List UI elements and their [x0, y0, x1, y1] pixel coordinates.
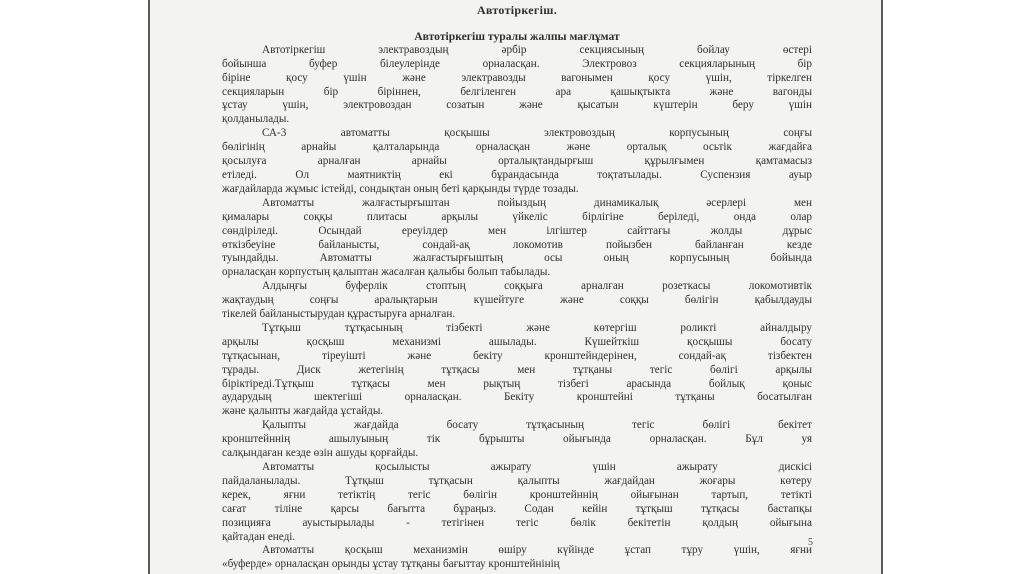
text-line: сөндіріледі. Осындай ереуілдер мен ілгіштер сайттағы жолды дұрыс — [222, 224, 812, 237]
text-line: өткізбеуіне байланысты, сондай-ақ локомотив пойызбен байланған кезде — [222, 238, 812, 251]
text-line: Автотіркегіш электравоздың әрбір секциясының бойлау өстері — [262, 43, 812, 56]
paragraph — [222, 44, 812, 127]
text-line: Тұтқыш тұтқасының тізбекті және көтергіш роликті айналдыру — [262, 321, 812, 334]
text-line: қолданылады. — [222, 113, 290, 126]
text-line: Автоматты қосқыш механизмін өшіру күйінде ұстап тұру үшін, яғни — [262, 544, 812, 557]
section-heading: Автотіркегіш туралы жалпы мағлұмат — [414, 29, 620, 43]
text-line: жақтаудың соңғы аралықтарын күшейтуге және соққы бөлігін қабылдауды — [222, 294, 812, 307]
paragraph — [222, 461, 812, 544]
page-number: 5 — [808, 537, 813, 548]
text-line: салқындаған кезде өзін ашуды қорғайды. — [222, 447, 419, 460]
text-line: тұрады. Диск жетегінің тұтқасы мен тұтқаны тегіс бөлігі арқылы — [222, 363, 812, 376]
document-body — [222, 4, 812, 572]
paragraph — [222, 544, 812, 572]
text-line: жағдайларда жұмыс істейді, сондықтан оның беті қарқынды түрде тозады. — [222, 182, 579, 195]
text-line: тікелей байланыстырудан құрастыруға арналған. — [222, 308, 456, 321]
text-line: СА-3 автоматты қосқышы электровоздың корпусының соңғы — [262, 127, 812, 140]
text-line: қайтадан енеді. — [222, 530, 296, 543]
text-line: пайдаланылады. Тұтқыш тұтқасын қалыпты жағдайдан жоғары көтеру — [222, 474, 812, 487]
paragraph — [222, 322, 812, 419]
text-line: «буферде» орналасқан орынды ұстау тұтқаны бағыттау кронштейнінің — [222, 558, 560, 571]
text-line: біріктіреді.Тұтқыш тұтқасы мен рықтың тізбегі арасында бойлық қоныс — [222, 377, 812, 390]
scanned-page — [148, 0, 883, 574]
text-line: және қалыпты жағдайда ұстайды. — [222, 405, 384, 418]
text-line: кронштейннің ашылуының тік бұрышты ойығында орналасқан. Бұл уя — [222, 433, 812, 446]
paragraph — [222, 197, 812, 280]
text-line: керек, яғни тетіктің тегіс бөлігін кронштейннің ойығынан тартып, тетікті — [222, 488, 812, 501]
text-line: туындайды. Автоматты жалғастырғыштың осы оның корпусының бойында — [222, 252, 812, 265]
text-line: тұтқасынан, тіреуішті және бекіту кронштейндерінен, сондай-ақ тізбектен — [222, 349, 812, 362]
text-line: арқылы қосқыш механизмі ашылады. Күшейткіш қосқышы босату — [222, 335, 812, 348]
paragraph-list — [222, 44, 812, 572]
paragraph — [222, 127, 812, 197]
text-line: бөлігінің арнайы қалталарында орналасқан және орталық осьтік жағдайға — [222, 141, 812, 154]
text-line: етіледі. Ол маятниктің екі бұрандасында тоқтатылады. Суспензия ауыр — [222, 168, 812, 181]
text-line: секцияларын бір біріннен, белгіленген ара қашықтыкта және вагонды — [222, 85, 812, 98]
text-line: Қалыпты жағдайда босату тұтқасының тегіс бөлігі бекітет — [262, 419, 812, 432]
text-line: сағат тіліне қарсы бағытта бұраңыз. Содан кейін тұтқыш тұтқасы бастапқы — [222, 502, 812, 515]
text-line: біріне қосу үшін және электравозды вагонымен қосу үшін, тіркелген — [222, 71, 812, 84]
text-line: позицияға ауыстырылады - тетігінен тегіс бөлік бекітетін қолдың ойығына — [222, 516, 812, 529]
document-title: Автотіркегіш. — [476, 3, 558, 17]
paragraph — [222, 280, 812, 322]
text-line: қималары соққы плитасы арқылы үйкеліс бірлігіне беріледі, онда олар — [222, 210, 812, 223]
text-line: орналасқан корпустың қалыптан жасалған қалыбы болып табылады. — [222, 266, 551, 279]
text-line: ұстау үшін, электровоздан созатын және қысатын күштерін беру үшін — [222, 99, 812, 112]
text-line: қосылуға арналған арнайы орталықтандырғыш құрылғымен қамтамасыз — [222, 155, 812, 168]
text-line: аударудың шектегіші орналасқан. Бекіту кронштейні тұтқаны босатылған — [222, 391, 812, 404]
text-line: Автоматты жалғастырғыштан пойыздың динамикалық әсерлері мен — [262, 196, 812, 209]
text-line: Автоматты қосылысты ажырату үшін ажырату дискісі — [262, 461, 812, 473]
paragraph — [222, 419, 812, 461]
text-line: Алдыңғы буферлік стоптың соққыға арналған розеткасы локомотивтік — [262, 280, 812, 293]
text-line: бойынша буфер білеулерінде орналасқан. Электровоз секцияларының бір — [222, 57, 812, 70]
